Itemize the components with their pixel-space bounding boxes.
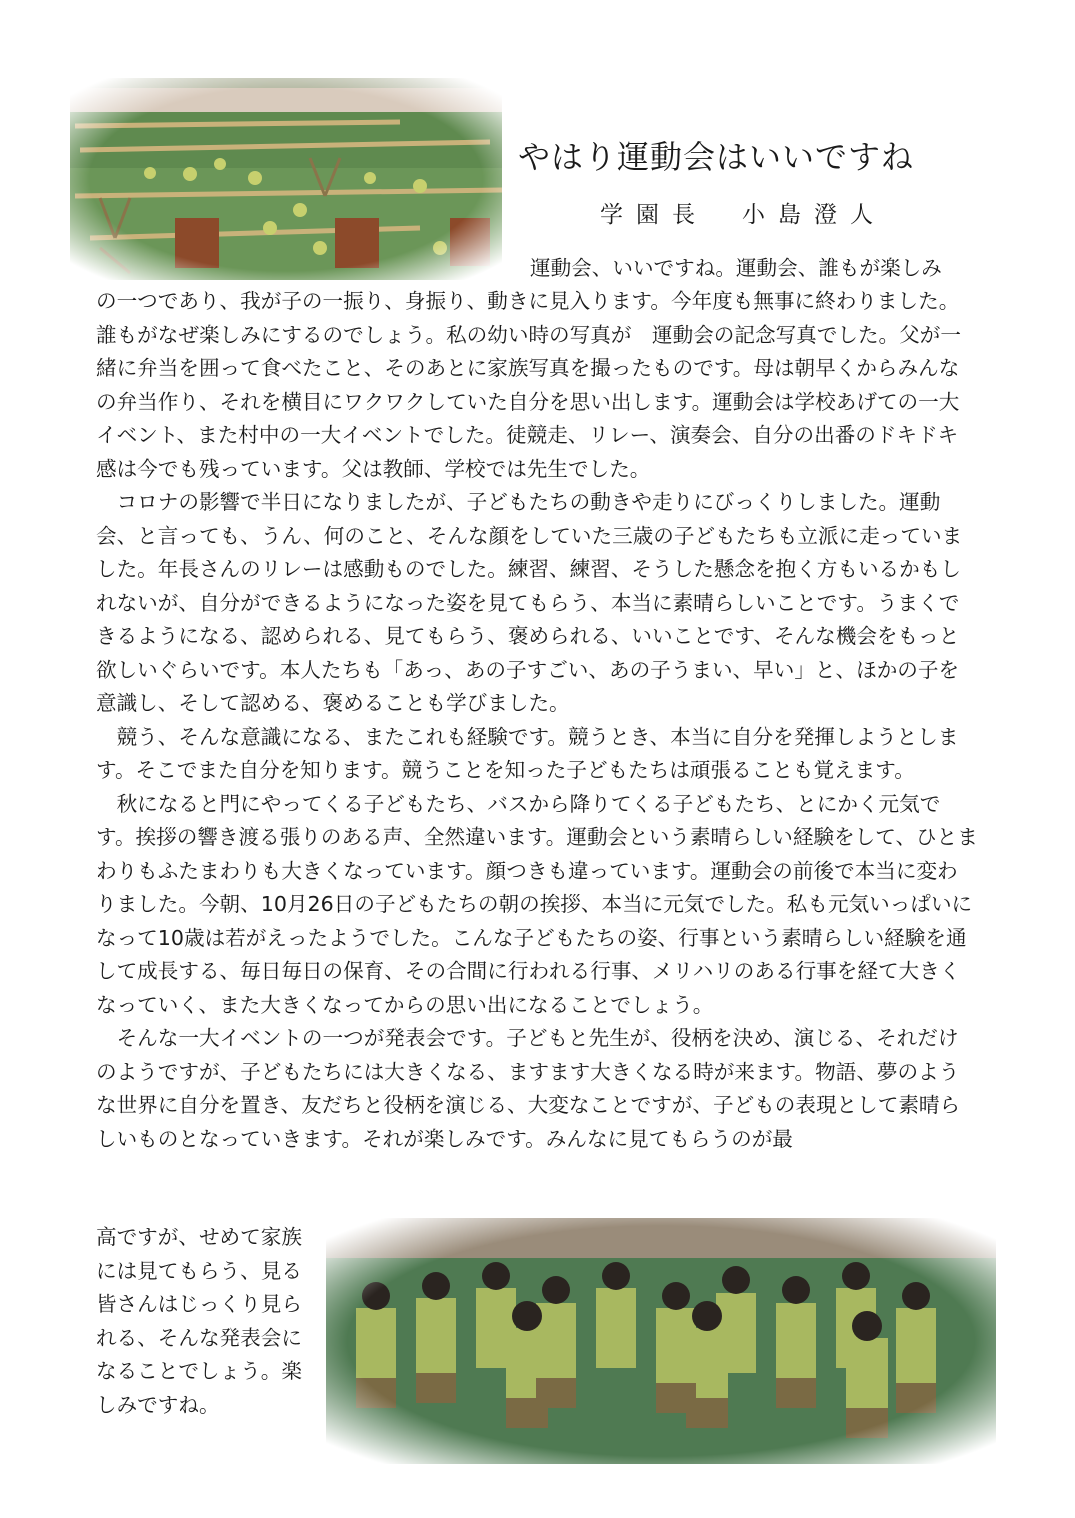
article-body [96, 285, 978, 1156]
author-name: 小島澄人 [742, 202, 886, 228]
closing-line: 皆さんはじっくり見ら [96, 1292, 302, 1316]
article-title: やはり運動会はいいですね [518, 138, 915, 176]
lead-line: 運動会、いいですね。運動会、誰もが楽しみ [530, 256, 942, 280]
closing-text [96, 1221, 318, 1422]
closing-line: れる、そんな発表会に [96, 1325, 302, 1350]
closing-line: には見てもらう、見る [96, 1258, 302, 1283]
author-line [600, 196, 886, 229]
paragraph: 競う、そんな意識になる、またこれも経験です。競うとき、本当に自分を発揮しようとします。そこでまた自分を知ります。競うことを知った子どもたちは頑張ることも覚えます。 [96, 724, 959, 782]
closing-line: なることでしょう。楽 [96, 1359, 302, 1383]
closing-line: しみですね。 [96, 1392, 220, 1417]
children-group-photo [326, 1218, 996, 1464]
paragraph: コロナの影響で半日になりましたが、子どもたちの動きや走りにびっくりしました。運動会、と言っても、うん、何のこと、そんな顔をしていた三歳の子どもたちも立派に走っていました。年長さんのリレーは感動ものでした。練習、練習、そうした懸念を抱く方もいるかもしれないが、自分ができるようになった姿を見てもらう、本当に素晴らしいことです。うまくできるようになる、認められる、見てもらう、褒められる、いいことです、そんな機会をもっと欲しいぐらいです。本人たちも「あっ、あの子すごい、あの子うまい、早い」と、ほかの子を意識し、そして認める、褒めることも学びました。 [96, 490, 963, 715]
paragraph: 秋になると門にやってくる子どもたち、バスから降りてくる子どもたち、とにかく元気です。挨拶の響き渡る張りのある声、全然違います。運動会という素晴らしい経験をして、ひとまわりもふたまわりも大きくなっています。顔つきも違っています。運動会の前後で本当に変わりました。今朝、10月26日の子どもたちの朝の挨拶、本当に元気でした。私も元気いっぱいになって10歳は若がえったようでした。こんな子どもたちの姿、行事という素晴らしい経験を通して成長する、毎日毎日の保育、その合間に行われる行事、メリハリのある行事を経て大きくなっていく、また大きくなってからの思い出になることでしょう。 [96, 791, 978, 1017]
closing-line: 高ですが、せめて家族 [96, 1225, 302, 1249]
sports-day-photo-bamboo [70, 78, 502, 280]
author-role: 学園長 [600, 202, 708, 228]
paragraph: の一つであり、我が子の一振り、身振り、動きに見入ります。今年度も無事に終わりました。誰もがなぜ楽しみにするのでしょう。私の幼い時の写真が 運動会の記念写真でした。父が一緒に弁当を囲って食べたこと、そのあとに家族写真を撮ったものです。母は朝早くからみんなの弁当作り、それを横目にワクワクしていた自分を思い出します。運動会は学校あげての一大イベント、また村中の一大イベントでした。徒競走、リレー、演奏会、自分の出番のドキドキ感は今でも残っています。父は教師、学校では先生でした。 [96, 289, 961, 481]
paragraph: そんな一大イベントの一つが発表会です。子どもと先生が、役柄を決め、演じる、それだけのようですが、子どもたちには大きくなる、ますます大きくなる時が来ます。物語、夢のような世界に自分を置き、友だちと役柄を演じる、大変なことですが、子どもの表現として素晴らしいものとなっていきます。それが楽しみです。みんなに見てもらうのが最 [96, 1026, 961, 1151]
